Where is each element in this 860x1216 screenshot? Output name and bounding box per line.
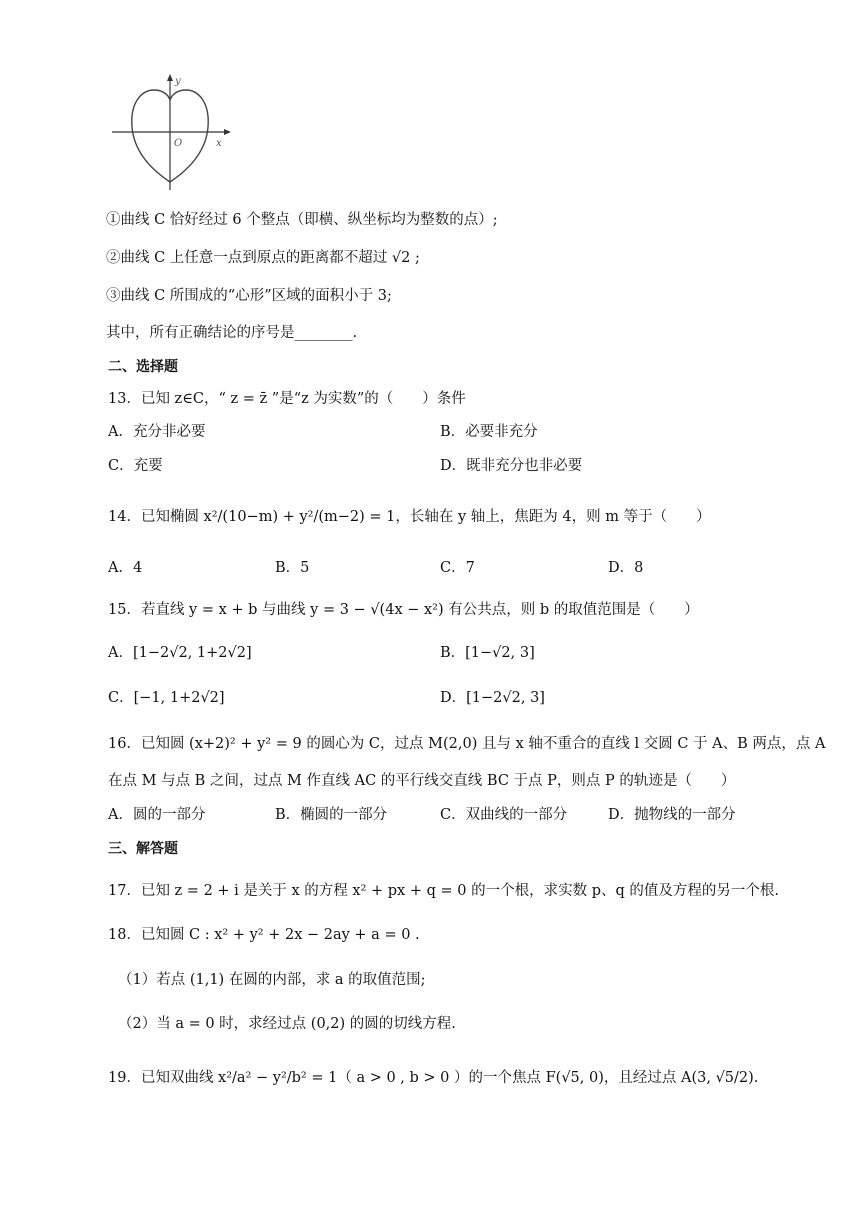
- q13-option-a: A．充分非必要: [108, 424, 206, 440]
- section-3-heading: 三、解答题: [108, 841, 178, 857]
- q14-option-d: D．8: [608, 560, 644, 576]
- origin-label: O: [174, 138, 183, 149]
- q14-option-a: A．4: [108, 560, 143, 576]
- q15-option-a: A．[1−2√2, 1+2√2]: [108, 645, 252, 661]
- statement-1: ①曲线 C 恰好经过 6 个整点（即横、纵坐标均为整数的点）;: [106, 212, 498, 228]
- statement-question: 其中，所有正确结论的序号是________.: [106, 325, 358, 341]
- y-axis-arrow: [167, 74, 173, 81]
- heart-curve-svg: [112, 72, 237, 190]
- q17-stem: 17．已知 z = 2 + i 是关于 x 的方程 x² + px + q = 0 的一个根，求实数 p、q 的值及方程的另一个根.: [108, 883, 779, 899]
- q13-option-b: B．必要非充分: [440, 424, 538, 440]
- q14-option-c: C．7: [440, 560, 475, 576]
- q15-stem: 15．若直线 y = x + b 与曲线 y = 3 − √(4x − x²) 有公共点，则 b 的取值范围是（ ）: [108, 602, 699, 618]
- q14-option-b: B．5: [275, 560, 310, 576]
- q18-part-2: （2）当 a = 0 时，求经过点 (0,2) 的圆的切线方程.: [118, 1016, 456, 1032]
- q14-stem: 14．已知椭圆 x²/(10−m) + y²/(m−2) = 1，长轴在 y 轴上，焦距为 4，则 m 等于（ ）: [108, 509, 711, 525]
- q16-stem-line1: 16．已知圆 (x+2)² + y² = 9 的圆心为 C，过点 M(2,0) 且与 x 轴不重合的直线 l 交圆 C 于 A、B 两点，点 A: [108, 736, 826, 752]
- q15-option-b: B．[1−√2, 3]: [440, 645, 535, 661]
- x-axis-arrow: [224, 129, 231, 135]
- statement-2: ②曲线 C 上任意一点到原点的距离都不超过 √2 ;: [106, 250, 420, 266]
- heart-curve-figure: [112, 72, 237, 190]
- section-2-heading: 二、选择题: [108, 359, 178, 375]
- q18-stem: 18．已知圆 C : x² + y² + 2x − 2ay + a = 0 .: [108, 927, 420, 943]
- q16-option-a: A．圆的一部分: [108, 807, 206, 823]
- q15-option-c: C．[−1, 1+2√2]: [108, 690, 225, 706]
- q13-stem: 13．已知 z∈C，“ z = z̄ ”是“z 为实数”的（ ）条件: [108, 391, 466, 407]
- q19-stem: 19．已知双曲线 x²/a² − y²/b² = 1（ a > 0 , b > 0 ）的一个焦点 F(√5, 0)，且经过点 A(3, √5/2).: [108, 1070, 759, 1086]
- q13-option-d: D．既非充分也非必要: [440, 458, 583, 474]
- q16-option-d: D．抛物线的一部分: [608, 807, 736, 823]
- q18-part-1: （1）若点 (1,1) 在圆的内部，求 a 的取值范围;: [118, 972, 426, 988]
- x-axis-label: x: [216, 138, 222, 149]
- q15-option-d: D．[1−2√2, 3]: [440, 690, 545, 706]
- q16-stem-line2: 在点 M 与点 B 之间，过点 M 作直线 AC 的平行线交直线 BC 于点 P，则点 P 的轨迹是（ ）: [108, 773, 736, 789]
- statement-3: ③曲线 C 所围成的“心形”区域的面积小于 3;: [106, 288, 392, 304]
- q13-option-c: C．充要: [108, 458, 163, 474]
- q16-option-c: C．双曲线的一部分: [440, 807, 568, 823]
- y-axis-label: y: [175, 76, 181, 87]
- q16-option-b: B．椭圆的一部分: [275, 807, 388, 823]
